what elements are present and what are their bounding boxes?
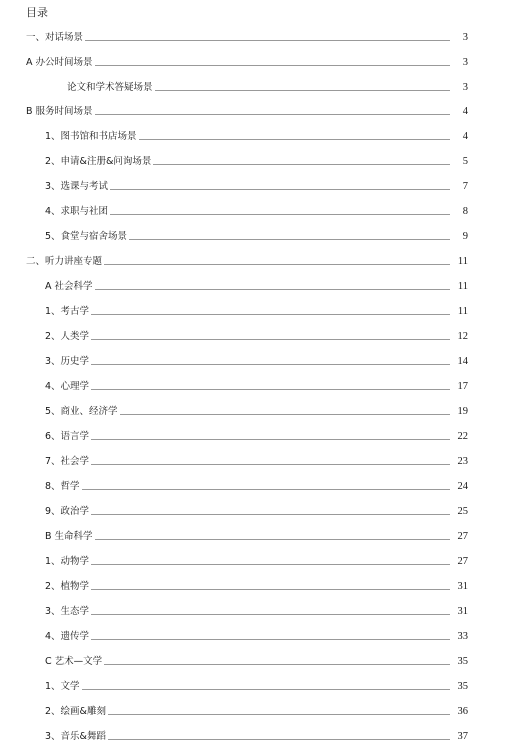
toc-entry-label: 8、哲学: [45, 481, 80, 492]
toc-dot-leader: [91, 464, 450, 465]
toc-dot-leader: [108, 739, 450, 740]
toc-entry-label: 3、选课与考试: [45, 181, 109, 192]
toc-entry-label: C 艺术—文学: [45, 656, 103, 667]
toc-entry[interactable]: [0, 679, 513, 693]
toc-dot-leader: [91, 639, 450, 640]
toc-entry[interactable]: [0, 279, 513, 293]
toc-entry-page-number: 31: [457, 606, 468, 617]
toc-entry-label: 6、语言学: [45, 431, 90, 442]
toc-entry[interactable]: [0, 604, 513, 618]
toc-entry-page-number: 5: [462, 156, 468, 167]
toc-dot-leader: [82, 489, 450, 490]
toc-entry-page-number: 11: [457, 256, 468, 267]
toc-entry-page-number: 3: [462, 57, 468, 68]
toc-entry[interactable]: [0, 229, 513, 243]
toc-entry-label: 3、历史学: [45, 356, 90, 367]
toc-entry-label: B 生命科学: [45, 531, 93, 542]
toc-dot-leader: [82, 689, 450, 690]
toc-entry[interactable]: [0, 304, 513, 318]
toc-dot-leader: [95, 289, 450, 290]
toc-entry-label: 3、生态学: [45, 606, 90, 617]
toc-dot-leader: [85, 40, 450, 41]
page-title: 目录: [26, 6, 48, 19]
toc-dot-leader: [91, 364, 450, 365]
toc-dot-leader: [95, 114, 450, 115]
toc-entry-label: 3、音乐&舞蹈: [45, 731, 106, 742]
toc-entry-label: 1、考古学: [45, 306, 90, 317]
toc-entry-label: 2、人类学: [45, 331, 90, 342]
toc-entry-label: 2、申请&注册&问询场景: [45, 156, 152, 167]
toc-dot-leader: [91, 314, 450, 315]
toc-dot-leader: [120, 414, 450, 415]
toc-entry[interactable]: [0, 454, 513, 468]
toc-entry[interactable]: [0, 704, 513, 718]
toc-entry[interactable]: [0, 104, 513, 118]
toc-entry[interactable]: [0, 429, 513, 443]
toc-entry-label: 二、听力讲座专题: [26, 256, 103, 267]
toc-entry[interactable]: [0, 129, 513, 143]
toc-entry-page-number: 27: [457, 531, 468, 542]
toc-dot-leader: [129, 239, 450, 240]
toc-entry-label: 论文和学术答疑场景: [67, 82, 153, 93]
toc-entry[interactable]: [0, 179, 513, 193]
toc-entry-page-number: 35: [457, 656, 468, 667]
toc-dot-leader: [153, 164, 450, 165]
toc-entry[interactable]: [0, 254, 513, 268]
toc-entry-label: 一、对话场景: [26, 32, 84, 43]
toc-entry-page-number: 17: [457, 381, 468, 392]
toc-entry-label: 1、图书馆和书店场景: [45, 131, 137, 142]
toc-entry-page-number: 3: [462, 82, 468, 93]
toc-entry[interactable]: [0, 154, 513, 168]
toc-entry-page-number: 12: [457, 331, 468, 342]
toc-entry-page-number: 27: [457, 556, 468, 567]
toc-dot-leader: [104, 664, 450, 665]
toc-entry-label: 7、社会学: [45, 456, 90, 467]
toc-entry[interactable]: [0, 629, 513, 643]
toc-entry-label: A 社会科学: [45, 281, 93, 292]
toc-dot-leader: [91, 389, 450, 390]
toc-entry[interactable]: [0, 579, 513, 593]
toc-entry-page-number: 4: [462, 131, 468, 142]
toc-entry-page-number: 7: [462, 181, 468, 192]
toc-entry-label: 4、心理学: [45, 381, 90, 392]
toc-entry-page-number: 36: [457, 706, 468, 717]
toc-entry-label: 9、政治学: [45, 506, 90, 517]
toc-entry-label: 4、求职与社团: [45, 206, 109, 217]
toc-entry-page-number: 8: [462, 206, 468, 217]
toc-dot-leader: [155, 90, 450, 91]
toc-entry[interactable]: [0, 479, 513, 493]
toc-entry-page-number: 4: [462, 106, 468, 117]
toc-entry-label: B 服务时间场景: [26, 106, 93, 117]
toc-entry[interactable]: [0, 379, 513, 393]
toc-entry[interactable]: [0, 404, 513, 418]
toc-entry-page-number: 35: [457, 681, 468, 692]
toc-entry-page-number: 22: [457, 431, 468, 442]
toc-dot-leader: [108, 714, 450, 715]
toc-entry-page-number: 19: [457, 406, 468, 417]
toc-entry-label: 1、文学: [45, 681, 80, 692]
toc-entry-page-number: 23: [457, 456, 468, 467]
toc-entry-page-number: 24: [457, 481, 468, 492]
toc-entry-label: 4、遗传学: [45, 631, 90, 642]
toc-entry-page-number: 14: [457, 356, 468, 367]
toc-dot-leader: [91, 564, 450, 565]
toc-dot-leader: [110, 214, 450, 215]
toc-entry-page-number: 37: [457, 731, 468, 742]
toc-entry[interactable]: [0, 504, 513, 518]
toc-entry[interactable]: [0, 329, 513, 343]
toc-entry-label: 1、动物学: [45, 556, 90, 567]
toc-dot-leader: [110, 189, 450, 190]
toc-entry[interactable]: [0, 30, 513, 44]
toc-dot-leader: [139, 139, 450, 140]
toc-entry-page-number: 11: [457, 281, 468, 292]
toc-dot-leader: [95, 65, 450, 66]
toc-entry-page-number: 25: [457, 506, 468, 517]
toc-dot-leader: [91, 514, 450, 515]
toc-entry-label: 5、食堂与宿舍场景: [45, 231, 128, 242]
toc-dot-leader: [91, 589, 450, 590]
toc-entry-page-number: 31: [457, 581, 468, 592]
toc-entry[interactable]: [0, 354, 513, 368]
toc-entry[interactable]: [0, 80, 513, 94]
toc-dot-leader: [91, 439, 450, 440]
toc-entry-page-number: 33: [457, 631, 468, 642]
toc-dot-leader: [91, 614, 450, 615]
toc-entry-label: 2、绘画&雕刻: [45, 706, 106, 717]
toc-entry-page-number: 3: [462, 32, 468, 43]
toc-entry[interactable]: [0, 554, 513, 568]
toc-entry[interactable]: [0, 729, 513, 743]
toc-entry[interactable]: [0, 654, 513, 668]
toc-dot-leader: [91, 339, 450, 340]
toc-dot-leader: [104, 264, 450, 265]
toc-entry-label: A 办公时间场景: [26, 57, 93, 68]
toc-entry-label: 5、商业、经济学: [45, 406, 118, 417]
toc-entry[interactable]: [0, 529, 513, 543]
toc-entry-page-number: 11: [457, 306, 468, 317]
toc-entry[interactable]: [0, 204, 513, 218]
toc-dot-leader: [95, 539, 450, 540]
toc-entry-label: 2、植物学: [45, 581, 90, 592]
toc-entry[interactable]: [0, 55, 513, 69]
toc-entry-page-number: 9: [462, 231, 468, 242]
